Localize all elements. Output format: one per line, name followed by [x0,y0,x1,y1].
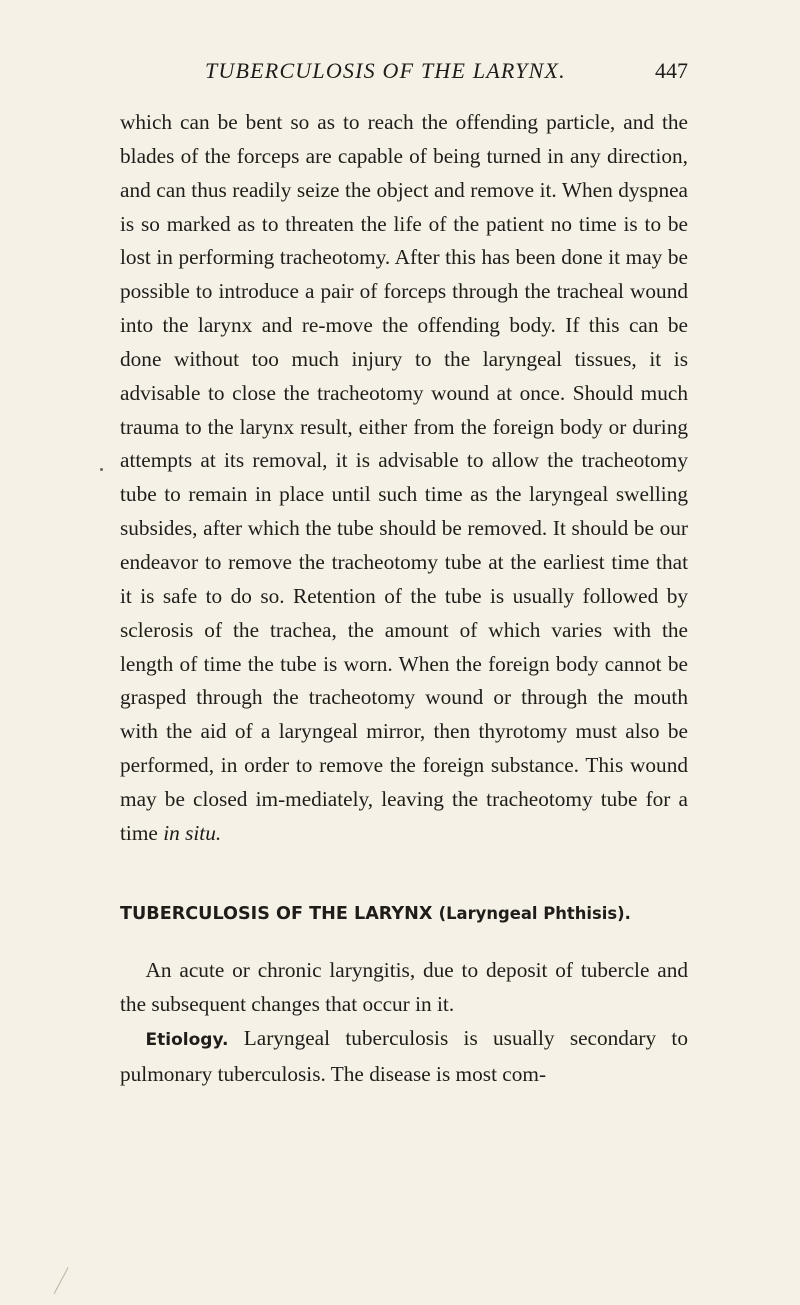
section-heading-title: TUBERCULOSIS OF THE LARYNX [120,904,433,924]
section-heading-subtitle: (Laryngeal Phthisis). [438,904,631,923]
running-title: TUBERCULOSIS OF THE LARYNX. [205,58,566,83]
section-heading [120,904,688,924]
page-header [120,58,688,92]
etiology-label: Etiology. [145,1030,229,1050]
etiology-text: Laryngeal tuberculosis is usually secondary to pulmonary tuberculosis. The disease is most com- [120,1026,688,1086]
paragraph-text: which can be bent so as to reach the offending particle, and the blades of the forceps are capable of being turned in any direction, and can thus readily seize the object and remove it. When dyspnea is so marked as to threaten the life of the patient no time is to be lost in performing tracheotomy. After this has been done it may be possible to introduce a pair of forceps through the tracheal wound into the larynx and re-move the offending body. If this can be done without too much injury to the laryngeal tissues, it is advisable to close the tracheotomy wound at once. Should much trauma to the larynx result, either from the foreign body or during attempts at its removal, it is advisable to allow the tracheotomy tube to remain in place until such time as the laryngeal swelling subsides, after which the tube should be removed. It should be our endeavor to remove the tracheotomy tube at the earliest time that it is safe to do so. Retention of the tube is usually followed by sclerosis of the trachea, the amount of which varies with the length of time the tube is worn. When the foreign body cannot be grasped through the tracheotomy wound or through the mouth with the aid of a laryngeal mirror, then thyrotomy must also be performed, in order to remove the foreign substance. This wound may be closed im-mediately, leaving the tracheotomy tube for a time [120,110,688,845]
definition-paragraph: An acute or chronic laryngitis, due to deposit of tubercle and the subsequent changes that occur in it. [120,958,688,1016]
print-speck [100,468,103,471]
page-number: 447 [655,58,688,83]
paper-scratch [54,1267,78,1299]
etiology-paragraph [120,1022,688,1092]
italic-phrase: in situ. [163,820,222,845]
body-paragraph [120,106,688,851]
